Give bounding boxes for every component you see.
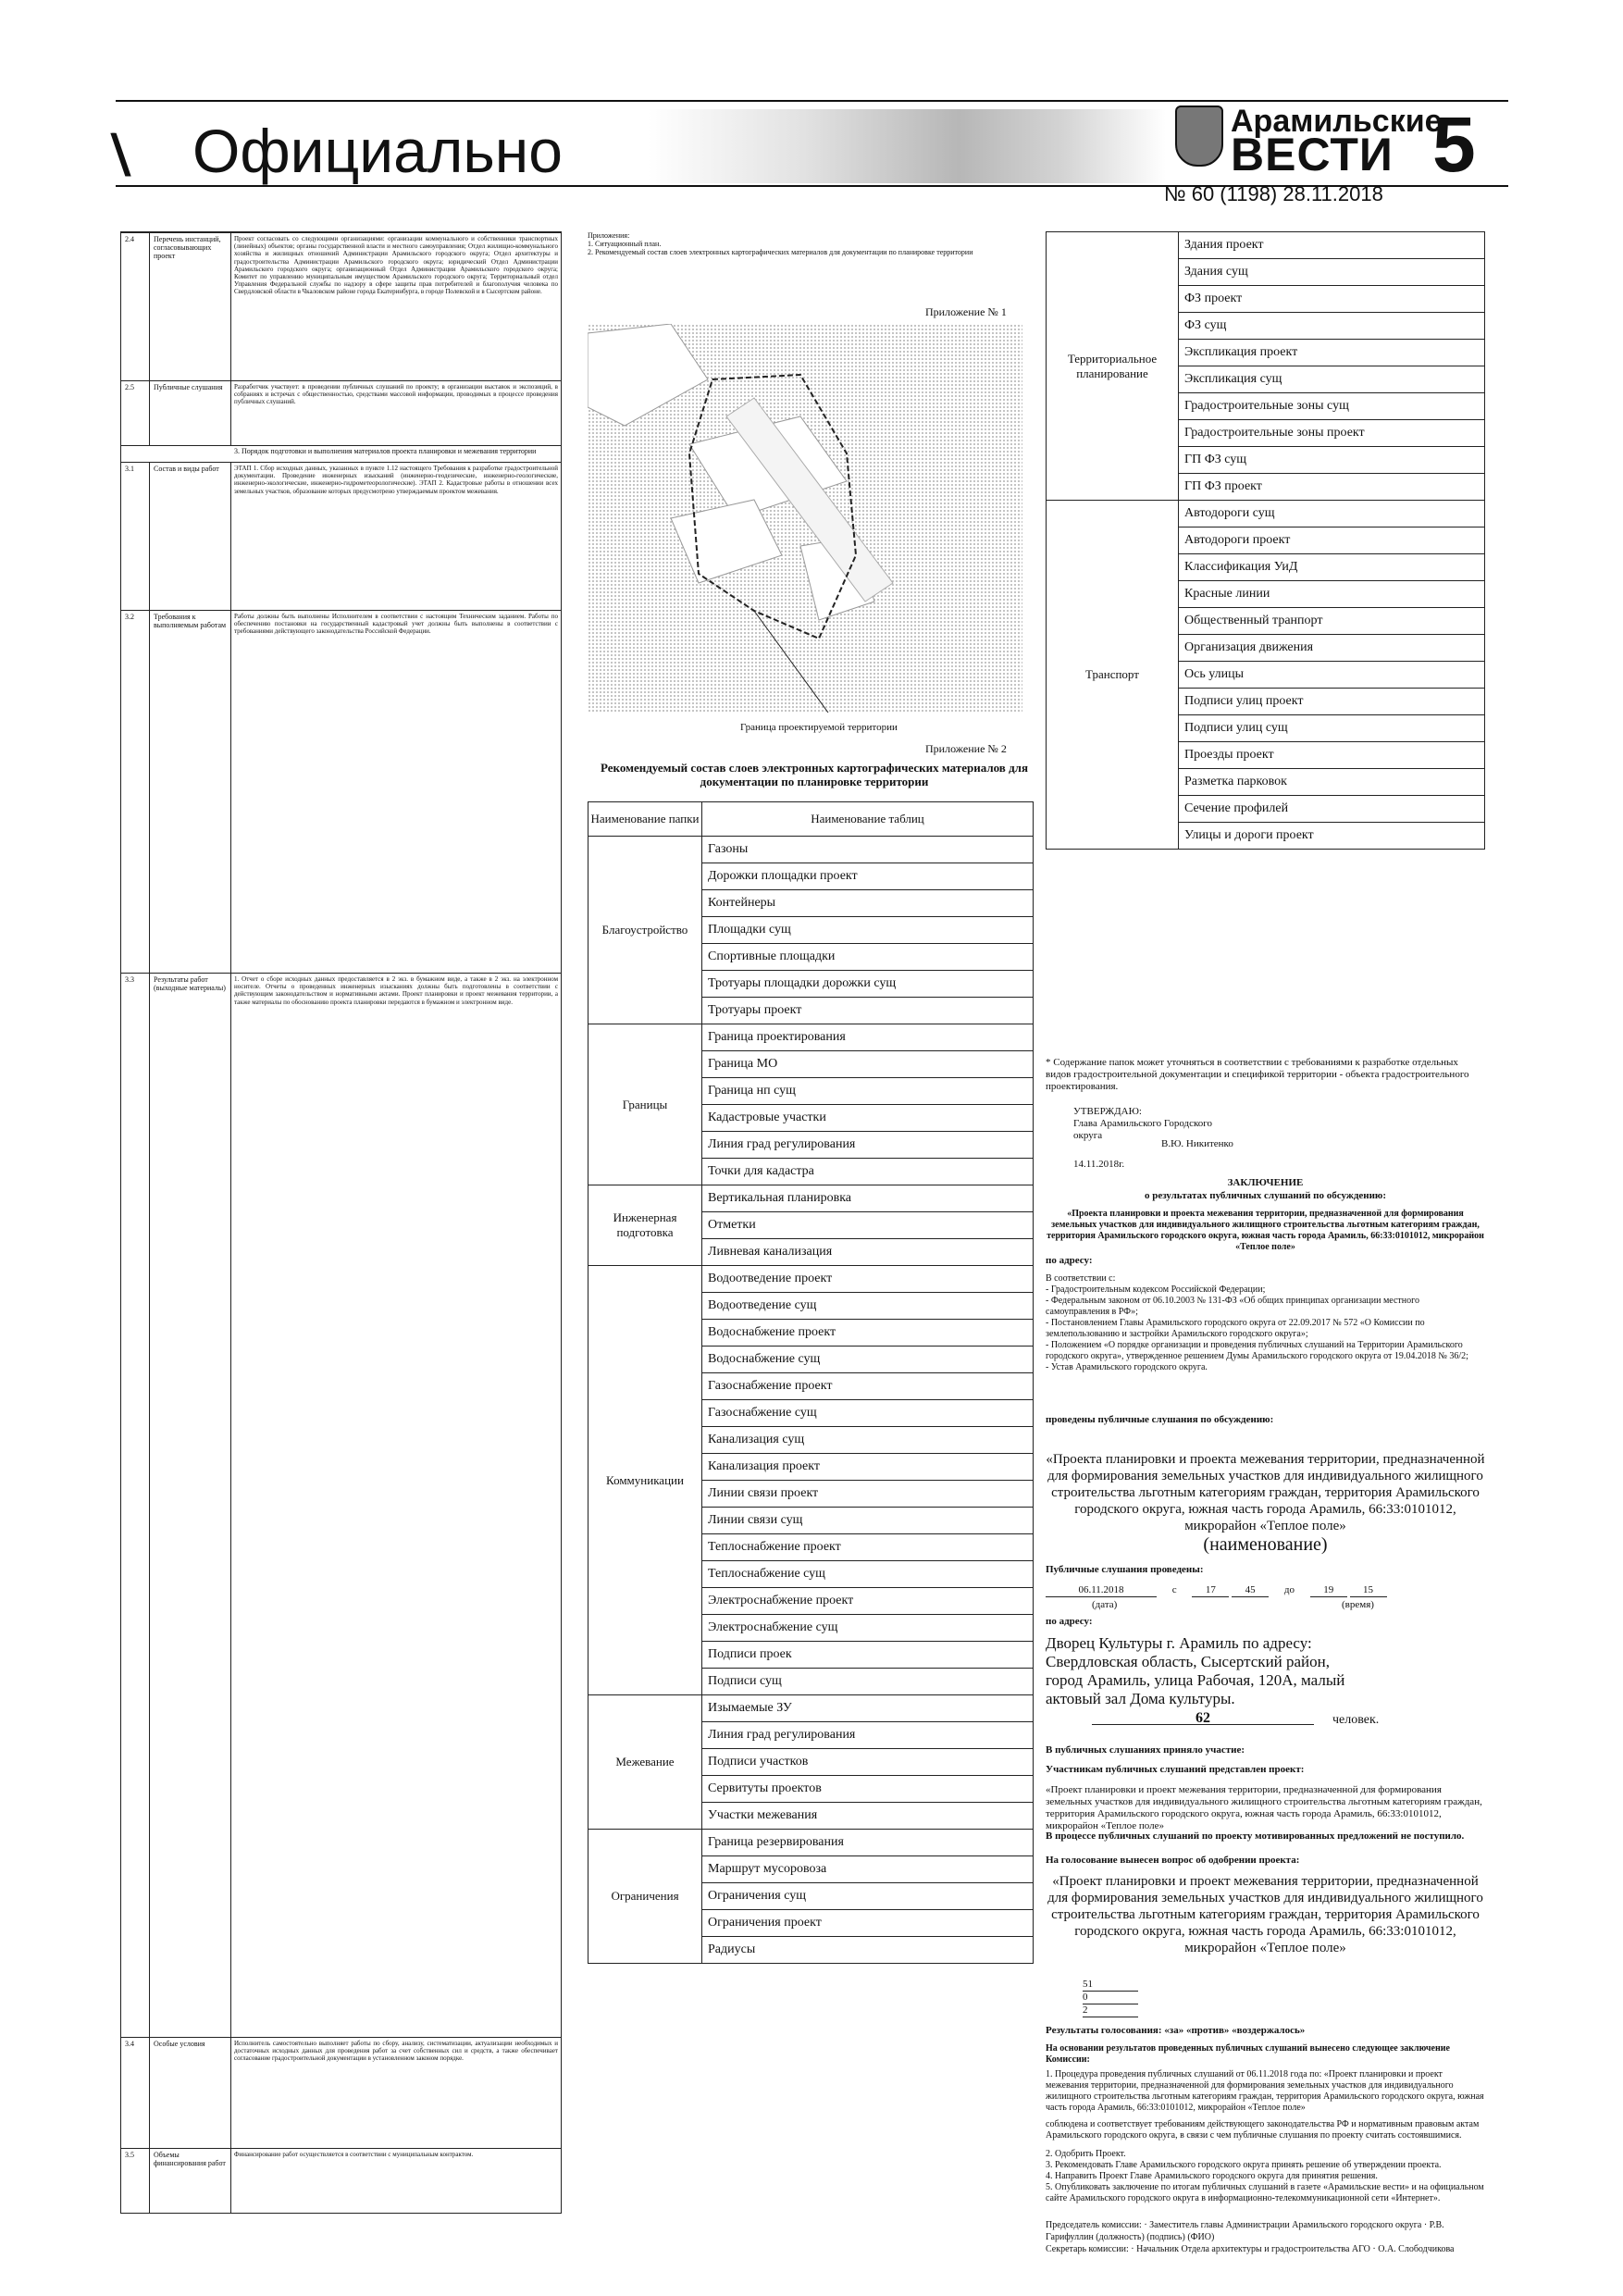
brand-main: ВЕСТИ [1231,129,1394,180]
folder-name: Коммуникации [588,1266,702,1695]
decision-intro: На основании результатов проведенных публичных слушаний вынесено следующее заключение Комиссии: [1046,2043,1450,2065]
layer-name: Здания проект [1179,232,1485,259]
row-name: Перечень инстанций, согласовывающих проект [154,235,221,260]
layer-name: Ограничения проект [702,1910,1034,1937]
layer-name: Линия град регулирования [702,1132,1034,1159]
layer-name: Водоотведение проект [702,1266,1034,1293]
layer-name: Линия град регулирования [702,1722,1034,1749]
basis-item: - Федеральным законом от 06.10.2003 № 131-ФЗ «Об общих принципах организации местного самоуправления в РФ»; [1046,1296,1419,1317]
row-text: Работы должны быть выполнены Исполнителем в соответствии с настоящим Техническим заданием. Работы по обеспечению постановки на государственный кадастровый учет должны быть выполнены в соответствии с требованиями действующего законодательства Российской Федерации. [234,613,558,636]
section-heading: 3. Порядок подготовки и выполнения материалов проекта планировки и межевания территории [234,447,537,455]
table-header-row [588,802,1034,837]
to-word: до [1283,1584,1295,1595]
notes-title: Приложения: [588,231,630,240]
layer-name: Разметка парковок [1179,769,1485,796]
date-caption: (дата) [1092,1599,1118,1610]
note-item: 1. Ситуационный план. [588,240,662,248]
min-to: 15 [1350,1584,1387,1597]
row-number: 3.1 [125,465,134,473]
layer-name: Отметки [702,1212,1034,1239]
folder-name: Благоустройство [588,837,702,1024]
vote-subject: «Проект планировки и проект межевания территории, предназначенной для формирования земельных участков для индивидуального жилищного строительства льготным категориям граждан, территория Арамильского городского округа, южная часть города Арамиль, 66:33:0101012, микрорайон «Теплое поле» [1047,1874,1483,1955]
brand-top: Арамильские [1231,104,1443,139]
votes-against: 0 [1083,1992,1138,2004]
layer-name: Классификация УиД [1179,554,1485,581]
row-name: Требования к выполняемым работам [154,613,227,629]
conclusion-title: ЗАКЛЮЧЕНИЕ [1227,1177,1304,1188]
row-text: Разработчик участвует: в проведении публичных слушаний по проекту; в организации выставок и экспозиций, в собраниях и встречах с общественностью, средствами массовой информации, проводимых в процессе проведения публичных слушаний. [234,383,558,406]
approve-label: УТВЕРЖДАЮ: [1073,1106,1142,1117]
row-number: 3.5 [125,2151,134,2159]
layer-name: Площадки сущ [702,917,1034,944]
approve-who: Глава Арамильского Городского округа [1073,1118,1212,1141]
col-header: Наименование таблиц [702,802,1034,837]
hour-to: 19 [1310,1584,1347,1597]
layer-name: Граница нп сущ [702,1078,1034,1105]
votes-abstain: 2 [1083,2004,1138,2017]
folder-name: Межевание [588,1695,702,1830]
page-number: 5 [1432,101,1476,188]
layer-name: Ограничения сущ [702,1883,1034,1910]
table-row [588,1185,1034,1212]
took-part: В публичных слушаниях приняло участие: [1046,1744,1245,1756]
layer-name: Дорожки площадки проект [702,863,1034,890]
basis-item: - Градостроительным кодексом Российской Федерации; [1046,1285,1266,1295]
folder-name: Территориальное планирование [1047,232,1179,501]
layer-name: Подписи улиц проект [1179,689,1485,715]
from-word: с [1171,1584,1177,1595]
table-row [588,1695,1034,1722]
layer-name: Организация движения [1179,635,1485,662]
layer-name: ГП ФЗ проект [1179,474,1485,501]
layer-name: Вертикальная планировка [702,1185,1034,1212]
layer-name: Линии связи сущ [702,1508,1034,1534]
table-row [588,1024,1034,1051]
layer-name: Точки для кадастра [702,1159,1034,1185]
table-row [121,610,561,974]
hour-from: 17 [1192,1584,1229,1597]
row-name: Особые условия [154,2040,205,2048]
layer-name: Тротуары проект [702,998,1034,1024]
layer-name: ФЗ сущ [1179,313,1485,340]
secretary-label: Секретарь комиссии: [1046,2244,1129,2254]
table-row [121,380,561,446]
vote-result: Результаты голосования: «за» «против» «воздержалось» [1046,2025,1306,2036]
layer-name: ГП ФЗ сущ [1179,447,1485,474]
chair-name: Р.В. Гарифуллин [1046,2220,1444,2242]
layer-name: Кадастровые участки [702,1105,1034,1132]
approve-date: 14.11.2018г. [1073,1159,1125,1170]
layer-name: Изымаемые ЗУ [702,1695,1034,1722]
header-photo [648,109,1166,183]
layer-name: Подписи сущ [702,1669,1034,1695]
conclusion-sub: о результатах публичных слушаний по обсуждению: [1144,1190,1387,1201]
position-caption: (должность) [1096,2232,1145,2242]
folder-name: Инженерная подготовка [588,1185,702,1266]
min-from: 45 [1232,1584,1269,1597]
table-row [588,837,1034,863]
layer-name: Красные линии [1179,581,1485,608]
decision-1: 1. Процедура проведения публичных слушаний от 06.11.2018 года по: «Проект планировки и проект межевания территории, предназначенной для формирования земельных участков для индивидуального жилищного строительства льготным категориям граждан, территория Арамильского городского округа, южная часть города Арамиль, 66:33:0101012, микрорайон «Теплое поле» [1046,2069,1484,2113]
decision-5: 5. Опубликовать заключение по итогам публичных слушаний в газете «Арамильские вести» и на официальном сайте Арамильского городского округа в информационно-телекоммуникационной сети «Интернет». [1046,2182,1484,2203]
header-top-rule [116,100,1508,102]
map-caption: Граница проектируемой территории [740,722,898,733]
table-row [1047,232,1485,259]
secretary-position: Начальник Отдела архитектуры и градостроительства АГО [1136,2244,1370,2254]
footnote: * Содержание папок может уточняться в соответствии с требованиями к разработке отдельных видов градостроительной документации и спецификой территории - объекта градостроительного проектирования. [1046,1057,1469,1092]
chair-position: Заместитель главы Администрации Арамильского городского округа [1149,2220,1422,2230]
row-name: Публичные слушания [154,383,223,391]
signatures: Председатель комиссии: · Заместитель главы Администрации Арамильского городского округа · Р.В. Гарифуллин (должность) (подпись) (ФИО) Секретарь комиссии: · Начальник Отдела архитектуры и градостроительства АГО · О.А. Слободчикова [1046,2220,1455,2254]
layer-name: Водоснабжение проект [702,1320,1034,1347]
layer-name: Автодороги проект [1179,527,1485,554]
row-text: Проект согласовать со следующими организациями: организации коммунального и собственники транспортных (линейных) объектов; органы государственной власти и местного самоуправления; Отдел жилищно-коммунального хозяйства и жилищных отношений Администрации Арамильского городского округа; Отдел архитектуры и градостроительства Администрации Арамильского городского округа; юридический Отдел Администрации Арамильского городского округа; организационный Отдел Администрации Арамильского городского округа; Комитет по управлению муниципальным имуществом Арамильского городского округа; Территориальный отдел Управления Федеральной службы по надзору в сфере защиты прав потребителей и благополучия человека по Свердловской области в Чкаловском районе города Екатеринбурга, в городе Полевской и в Сысертском районе. [234,235,558,296]
conclusion-subject: «Проекта планировки и проекта межевания территории, предназначенной для формирования земельных участков для индивидуального жилищного строительства льготным категориям граждан, территория Арамильского городского округа, южная часть города Арамиль, 66:33:0101012, микрорайон «Теплое поле» [1047,1209,1484,1252]
approve-block [1073,1106,1221,1142]
basis-intro: В соответствии с: [1046,1273,1116,1284]
votes [1083,1979,1138,2017]
layer-name: Градостроительные зоны проект [1179,420,1485,447]
layer-name: Подписи улиц сущ [1179,715,1485,742]
time-caption: (время) [1342,1599,1374,1610]
layer-name: Автодороги сущ [1179,501,1485,527]
layer-name: Радиусы [702,1937,1034,1964]
layer-name: Подписи участков [702,1749,1034,1776]
table-row [121,232,561,381]
address-label: по адресу: [1046,1255,1093,1266]
issue-info: № 60 (1198) 28.11.2018 [1164,182,1383,205]
signature-caption: (подпись) [1146,2232,1185,2242]
legal-basis [1046,1273,1485,1373]
votes-for: 51 [1083,1979,1138,1992]
row-number: 3.2 [125,613,134,621]
fio-caption: (ФИО) [1187,2232,1215,2242]
chair-label: Председатель комиссии: [1046,2220,1142,2230]
section-title: Официально [192,117,563,185]
approve-name: В.Ю. Никитенко [1161,1138,1233,1149]
layer-name: Сечение профилей [1179,796,1485,823]
layer-name: Градостроительные зоны сущ [1179,393,1485,420]
table-row [121,2037,561,2149]
layer-name: Граница резервирования [702,1830,1034,1856]
layer-name: Электроснабжение сущ [702,1615,1034,1642]
row-text: Исполнитель самостоятельно выполняет работы по сбору, анализу, систематизации, актуализации необходимых и достаточных исходных данных для проведения работ за счет собственных сил и средств, а также обеспечивает согласование градостроительной документации в установленном законом порядке. [234,2040,558,2063]
row-text: 1. Отчет о сборе исходных данных предоставляется в 2 экз. в бумажном виде, а также в 2 экз. на электронном носителе. Отчеты о проведенных инженерных изысканиях должны быть подготовлены в соответствии с действующим законодательством и нормативными актами. Проект планировки и проект межевания территории, а также материалы по обоснованию проекта планировки передаются в бумажном и электронном виде. [234,975,558,1006]
section-heading-row [121,445,561,463]
folder-name: Ограничения [588,1830,702,1964]
layer-name: Здания сущ [1179,259,1485,286]
held-time-row [1046,1584,1485,1597]
no-proposals: В процессе публичных слушаний по проекту мотивированных предложений не поступило. [1046,1831,1465,1842]
layer-name: Ливневая канализация [702,1239,1034,1266]
row-name: Состав и виды работ [154,465,219,473]
naimen-label: (наименование) [1203,1534,1328,1555]
row-number: 3.4 [125,2040,134,2048]
layer-name: Теплоснабжение проект [702,1534,1034,1561]
decision-2: 2. Одобрить Проект. [1046,2149,1126,2159]
layer-name: Газоны [702,837,1034,863]
row-number: 2.5 [125,383,134,391]
layer-name: Канализация сущ [702,1427,1034,1454]
row-number: 2.4 [125,235,134,243]
people-word: человек. [1332,1713,1380,1727]
row-name: Результаты работ (выходные материалы) [154,975,226,992]
layer-name: Канализация проект [702,1454,1034,1481]
layer-name: Проезды проект [1179,742,1485,769]
layer-name: ФЗ проект [1179,286,1485,313]
place-label: по адресу: [1046,1616,1093,1627]
row-text: ЭТАП 1. Сбор исходных данных, указанных в пункте 1.12 настоящего Требования к разработке градостроительной документации. Проведение инженерных изысканий (инженерно-геодезические, инженерно-геологические, инженерно-экологические, инженерно-гидрометеорологические). ЭТАП 2. Кадастровые работы в отношении всех земельных участков, образование которых предусмотрено утверждаемым проектом межевания. [234,465,558,495]
layer-name: Участки межевания [702,1803,1034,1830]
basis-item: - Устав Арамильского городского округа. [1046,1362,1208,1372]
appendix-2-label: Приложение № 2 [925,742,1007,755]
layer-name: Подписи проек [702,1642,1034,1669]
table-row [121,2148,561,2214]
layer-name: Теплоснабжение сущ [702,1561,1034,1588]
presented-subject: «Проект планировки и проект межевания территории, предназначенной для формирования земельных участков для индивидуального жилищного строительства льготным категориям граждан, территория Арамильского городского округа, южная часть города Арамиль, 66:33:0101012, микрорайон «Теплое поле» [1046,1784,1482,1831]
table-row [1047,501,1485,527]
secretary-name: О.А. Слободчикова [1378,2244,1455,2254]
layer-name: Спортивные площадки [702,944,1034,971]
table-row [588,1830,1034,1856]
presented-label: Участникам публичных слушаний представлен проект: [1046,1764,1305,1775]
layer-name: Водоснабжение сущ [702,1347,1034,1373]
decisions-rest [1046,2149,1485,2204]
held-date: 06.11.2018 [1046,1584,1157,1597]
layer-name: Линии связи проект [702,1481,1034,1508]
vote-question: На голосование вынесен вопрос об одобрении проекта: [1046,1855,1300,1866]
layer-name: Общественный транпорт [1179,608,1485,635]
decision-4: 4. Направить Проект Главе Арамильского городского округа для принятия решения. [1046,2171,1378,2181]
layer-name: Контейнеры [702,890,1034,917]
layer-name: Газоснабжение проект [702,1373,1034,1400]
left-requirements-table [120,231,562,2214]
held-label: проведены публичные слушания по обсуждению: [1046,1414,1274,1425]
table-row [121,973,561,2038]
layer-name: Улицы и дороги проект [1179,823,1485,850]
layers-table-title: Рекомендуемый состав слоев электронных картографических материалов для документации по планировке территории [601,761,1028,788]
section-slashes: \\ [111,119,114,191]
decision-1b: соблюдена и соответствует требованиям действующего законодательства РФ и нормативным правовым актам Арамильского городского округа, в связи с чем публичные слушания по проекту считать состоявшимися. [1046,2119,1480,2141]
layer-name: Граница проектирования [702,1024,1034,1051]
layer-name: Экспликация проект [1179,340,1485,366]
col-header: Наименование папки [588,802,702,837]
row-text: Финансирование работ осуществляется в соответствии с муниципальным контрактом. [234,2151,474,2158]
participants-count: 62 [1092,1712,1314,1725]
layer-name: Граница МО [702,1051,1034,1078]
layer-name: Сервитуты проектов [702,1776,1034,1803]
place: Дворец Культуры г. Арамиль по адресу: Свердловская область, Сысертский район, город Арамиль, улица Рабочая, 120А, малый актовый зал Дома культуры. [1046,1634,1345,1707]
folder-name: Границы [588,1024,702,1185]
appendix-notes [588,231,1022,256]
situation-map [588,324,1022,713]
layer-name: Экспликация сущ [1179,366,1485,393]
table-row [588,1266,1034,1293]
basis-item: - Постановлением Главы Арамильского городского округа от 22.09.2017 № 572 «О Комиссии по землепользованию и застройки Арамильского городского округа»; [1046,1318,1425,1339]
appendix-1-label: Приложение № 1 [925,305,1007,318]
layer-name: Маршрут мусоровоза [702,1856,1034,1883]
layer-name: Ось улицы [1179,662,1485,689]
folder-name: Транспорт [1047,501,1179,850]
layer-name: Тротуары площадки дорожки сущ [702,971,1034,998]
held-subject: «Проекта планировки и проекта межевания территории, предназначенной для формирования земельных участков для индивидуального жилищного строительства льготным категориям граждан, территория Арамильского городского округа, южная часть города Арамиль, 66:33:0101012, микрорайон «Теплое поле» [1046,1452,1485,1533]
layer-name: Газоснабжение сущ [702,1400,1034,1427]
basis-item: - Положением «О порядке организации и проведения публичных слушаний на Территории Арамильского городского округа», утвержденное решением Думы Арамильского городского округа от 19.04.2018 № 36/2; [1046,1340,1468,1361]
table-row [121,462,561,611]
layer-name: Водоотведение сущ [702,1293,1034,1320]
row-number: 3.3 [125,975,134,984]
layers-table-continued [1046,231,1485,850]
row-name: Объемы финансирования работ [154,2151,226,2167]
decision-3: 3. Рекомендовать Главе Арамильского городского округа принять решение об утверждении проекта. [1046,2160,1442,2170]
held-when: Публичные слушания проведены: [1046,1564,1204,1575]
note-item: 2. Рекомендуемый состав слоев электронных картографических материалов для документации по планировке территории [588,248,973,256]
layers-table [588,801,1034,1964]
layer-name: Электроснабжение проект [702,1588,1034,1615]
coat-of-arms-icon [1175,105,1223,167]
